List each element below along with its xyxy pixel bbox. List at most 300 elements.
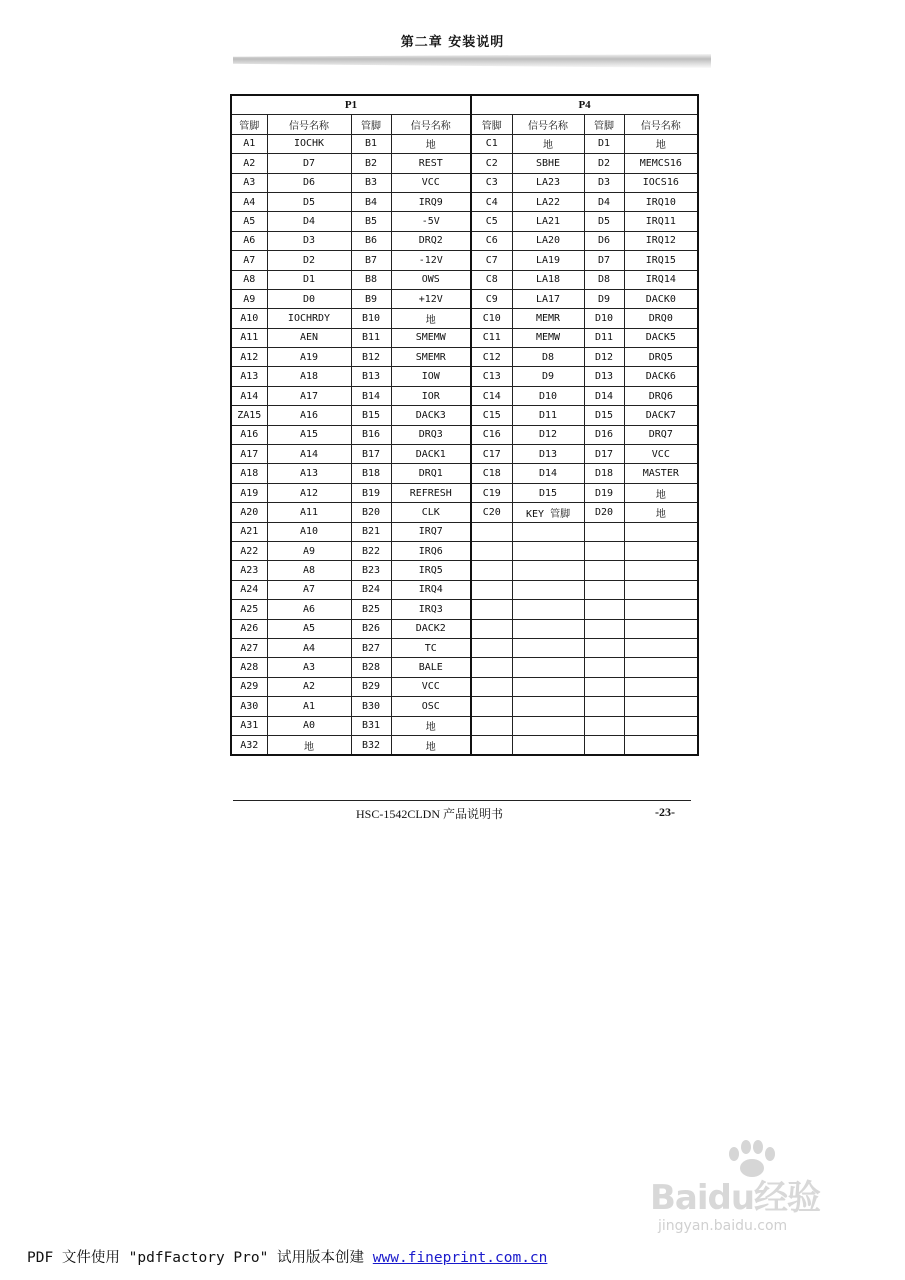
signal-cell: IRQ3 bbox=[391, 600, 471, 619]
signal-cell: A1 bbox=[267, 697, 351, 716]
pin-cell: A29 bbox=[231, 677, 267, 696]
table-row bbox=[231, 386, 698, 405]
pin-cell: C9 bbox=[471, 289, 512, 308]
pin-cell: B8 bbox=[351, 270, 391, 289]
pin-cell: B14 bbox=[351, 386, 391, 405]
table-row bbox=[231, 270, 698, 289]
pin-cell: A30 bbox=[231, 697, 267, 716]
signal-cell: A4 bbox=[267, 638, 351, 657]
pin-cell: C11 bbox=[471, 328, 512, 347]
pin-cell bbox=[584, 580, 624, 599]
pdf-banner bbox=[27, 1246, 547, 1267]
pin-cell: A5 bbox=[231, 212, 267, 231]
pin-cell: B24 bbox=[351, 580, 391, 599]
signal-cell: MEMR bbox=[512, 309, 584, 328]
signal-cell: TC bbox=[391, 638, 471, 657]
header-rule bbox=[233, 54, 711, 68]
pinout-table bbox=[230, 94, 699, 756]
table-row bbox=[231, 212, 698, 231]
table-row bbox=[231, 154, 698, 173]
pin-cell: A27 bbox=[231, 638, 267, 657]
signal-cell bbox=[624, 541, 698, 560]
table-row bbox=[231, 541, 698, 560]
column-header-signal: 信号名称 bbox=[391, 115, 471, 134]
signal-cell bbox=[624, 735, 698, 755]
signal-cell: SBHE bbox=[512, 154, 584, 173]
footer-rule bbox=[233, 800, 691, 801]
signal-cell: DRQ3 bbox=[391, 425, 471, 444]
signal-cell bbox=[512, 735, 584, 755]
signal-cell bbox=[512, 677, 584, 696]
group-header-p1: P1 bbox=[231, 95, 471, 115]
pin-cell: D15 bbox=[584, 406, 624, 425]
pin-cell: C16 bbox=[471, 425, 512, 444]
signal-cell: IOCHK bbox=[267, 134, 351, 153]
pin-cell: D10 bbox=[584, 309, 624, 328]
signal-cell bbox=[624, 522, 698, 541]
pin-cell: A13 bbox=[231, 367, 267, 386]
pin-cell: A17 bbox=[231, 445, 267, 464]
pin-cell: B17 bbox=[351, 445, 391, 464]
pin-cell: C14 bbox=[471, 386, 512, 405]
pin-cell: B26 bbox=[351, 619, 391, 638]
pin-cell: B9 bbox=[351, 289, 391, 308]
signal-cell: 地 bbox=[391, 735, 471, 755]
signal-cell bbox=[512, 658, 584, 677]
signal-cell: A12 bbox=[267, 483, 351, 502]
signal-cell: D0 bbox=[267, 289, 351, 308]
signal-cell: A18 bbox=[267, 367, 351, 386]
signal-cell: LA20 bbox=[512, 231, 584, 250]
pin-cell: C1 bbox=[471, 134, 512, 153]
signal-cell: LA21 bbox=[512, 212, 584, 231]
pdf-banner-text: PDF 文件使用 "pdfFactory Pro" 试用版本创建 bbox=[27, 1250, 373, 1266]
pin-cell bbox=[471, 600, 512, 619]
signal-cell: 地 bbox=[624, 483, 698, 502]
pin-cell: ZA15 bbox=[231, 406, 267, 425]
signal-cell: LA18 bbox=[512, 270, 584, 289]
pin-cell: C5 bbox=[471, 212, 512, 231]
pin-cell: B30 bbox=[351, 697, 391, 716]
pin-cell bbox=[584, 735, 624, 755]
column-header-pin: 管脚 bbox=[471, 115, 512, 134]
signal-cell: 地 bbox=[624, 503, 698, 522]
table-row bbox=[231, 580, 698, 599]
signal-cell: DACK6 bbox=[624, 367, 698, 386]
pin-cell: A22 bbox=[231, 541, 267, 560]
table-row bbox=[231, 638, 698, 657]
signal-cell: IRQ12 bbox=[624, 231, 698, 250]
column-header-signal: 信号名称 bbox=[267, 115, 351, 134]
signal-cell: SMEMW bbox=[391, 328, 471, 347]
signal-cell: IOR bbox=[391, 386, 471, 405]
pin-cell bbox=[584, 638, 624, 657]
signal-cell: CLK bbox=[391, 503, 471, 522]
table-row bbox=[231, 677, 698, 696]
signal-cell: A11 bbox=[267, 503, 351, 522]
signal-cell: D10 bbox=[512, 386, 584, 405]
signal-cell: D4 bbox=[267, 212, 351, 231]
signal-cell bbox=[512, 541, 584, 560]
table-row bbox=[231, 561, 698, 580]
pinout-table-container bbox=[230, 94, 699, 756]
table-row bbox=[231, 445, 698, 464]
pin-cell: D14 bbox=[584, 386, 624, 405]
pin-cell: A11 bbox=[231, 328, 267, 347]
signal-cell: 地 bbox=[391, 134, 471, 153]
table-row bbox=[231, 425, 698, 444]
signal-cell: DACK0 bbox=[624, 289, 698, 308]
pin-cell: D11 bbox=[584, 328, 624, 347]
signal-cell: IRQ15 bbox=[624, 251, 698, 270]
signal-cell: D2 bbox=[267, 251, 351, 270]
signal-cell bbox=[512, 716, 584, 735]
signal-cell bbox=[512, 580, 584, 599]
pin-cell: A31 bbox=[231, 716, 267, 735]
signal-cell bbox=[512, 638, 584, 657]
column-header-pin: 管脚 bbox=[351, 115, 391, 134]
signal-cell: DRQ5 bbox=[624, 348, 698, 367]
signal-cell: IRQ11 bbox=[624, 212, 698, 231]
pin-cell: B29 bbox=[351, 677, 391, 696]
pin-cell: A14 bbox=[231, 386, 267, 405]
signal-cell: D11 bbox=[512, 406, 584, 425]
pin-cell: B19 bbox=[351, 483, 391, 502]
pin-cell: B31 bbox=[351, 716, 391, 735]
pin-cell bbox=[471, 541, 512, 560]
signal-cell: A7 bbox=[267, 580, 351, 599]
fineprint-link[interactable]: www.fineprint.com.cn bbox=[372, 1250, 548, 1266]
pin-cell: C7 bbox=[471, 251, 512, 270]
table-row bbox=[231, 251, 698, 270]
pin-cell bbox=[584, 697, 624, 716]
signal-cell bbox=[624, 580, 698, 599]
signal-cell: A15 bbox=[267, 425, 351, 444]
group-header-p4: P4 bbox=[471, 95, 698, 115]
pin-cell: B4 bbox=[351, 192, 391, 211]
table-row bbox=[231, 503, 698, 522]
table-row bbox=[231, 348, 698, 367]
signal-cell bbox=[624, 619, 698, 638]
signal-cell bbox=[512, 522, 584, 541]
signal-cell: 地 bbox=[624, 134, 698, 153]
signal-cell bbox=[624, 677, 698, 696]
pin-cell: D18 bbox=[584, 464, 624, 483]
signal-cell: AEN bbox=[267, 328, 351, 347]
pin-cell: A20 bbox=[231, 503, 267, 522]
signal-cell: 地 bbox=[267, 735, 351, 755]
column-header-signal: 信号名称 bbox=[512, 115, 584, 134]
pin-cell: D9 bbox=[584, 289, 624, 308]
signal-cell: 地 bbox=[512, 134, 584, 153]
pin-cell bbox=[584, 658, 624, 677]
signal-cell: LA23 bbox=[512, 173, 584, 192]
pin-cell bbox=[584, 561, 624, 580]
pin-cell: C13 bbox=[471, 367, 512, 386]
signal-cell: A0 bbox=[267, 716, 351, 735]
pin-cell: A21 bbox=[231, 522, 267, 541]
page-number: -23- bbox=[655, 805, 675, 819]
signal-cell: D1 bbox=[267, 270, 351, 289]
pin-cell: B18 bbox=[351, 464, 391, 483]
pin-cell: B21 bbox=[351, 522, 391, 541]
signal-cell: IOW bbox=[391, 367, 471, 386]
pin-cell: A25 bbox=[231, 600, 267, 619]
pin-cell bbox=[471, 561, 512, 580]
signal-cell: A6 bbox=[267, 600, 351, 619]
signal-cell: LA22 bbox=[512, 192, 584, 211]
signal-cell: A13 bbox=[267, 464, 351, 483]
pin-cell: B25 bbox=[351, 600, 391, 619]
signal-cell: IRQ5 bbox=[391, 561, 471, 580]
signal-cell: -12V bbox=[391, 251, 471, 270]
pin-cell: A23 bbox=[231, 561, 267, 580]
signal-cell: A5 bbox=[267, 619, 351, 638]
pin-cell: A19 bbox=[231, 483, 267, 502]
pin-cell bbox=[584, 522, 624, 541]
signal-cell: DACK3 bbox=[391, 406, 471, 425]
pin-cell: C6 bbox=[471, 231, 512, 250]
watermark-url: jingyan.baidu.com bbox=[658, 1218, 788, 1234]
signal-cell bbox=[512, 600, 584, 619]
signal-cell: MASTER bbox=[624, 464, 698, 483]
pin-cell bbox=[584, 716, 624, 735]
signal-cell: DRQ1 bbox=[391, 464, 471, 483]
pin-cell: A6 bbox=[231, 231, 267, 250]
signal-cell: LA17 bbox=[512, 289, 584, 308]
pin-cell: C17 bbox=[471, 445, 512, 464]
table-row bbox=[231, 697, 698, 716]
pin-cell: C4 bbox=[471, 192, 512, 211]
signal-cell bbox=[512, 561, 584, 580]
pin-cell bbox=[584, 619, 624, 638]
signal-cell: IRQ14 bbox=[624, 270, 698, 289]
pin-cell: A9 bbox=[231, 289, 267, 308]
table-row bbox=[231, 367, 698, 386]
signal-cell: D3 bbox=[267, 231, 351, 250]
table-row bbox=[231, 522, 698, 541]
pin-cell: C20 bbox=[471, 503, 512, 522]
pin-cell: A28 bbox=[231, 658, 267, 677]
signal-cell: A14 bbox=[267, 445, 351, 464]
pin-cell: C19 bbox=[471, 483, 512, 502]
signal-cell: IRQ10 bbox=[624, 192, 698, 211]
signal-cell: DRQ6 bbox=[624, 386, 698, 405]
pin-cell: B5 bbox=[351, 212, 391, 231]
table-row bbox=[231, 483, 698, 502]
signal-cell: OSC bbox=[391, 697, 471, 716]
table-row bbox=[231, 464, 698, 483]
signal-cell: OWS bbox=[391, 270, 471, 289]
signal-cell bbox=[624, 658, 698, 677]
table-row bbox=[231, 600, 698, 619]
signal-cell: D14 bbox=[512, 464, 584, 483]
pin-cell: B15 bbox=[351, 406, 391, 425]
pin-cell bbox=[471, 677, 512, 696]
pin-cell: B12 bbox=[351, 348, 391, 367]
pin-cell: B27 bbox=[351, 638, 391, 657]
pin-cell: C8 bbox=[471, 270, 512, 289]
table-row bbox=[231, 716, 698, 735]
table-row bbox=[231, 173, 698, 192]
signal-cell: DRQ0 bbox=[624, 309, 698, 328]
signal-cell: A9 bbox=[267, 541, 351, 560]
pin-cell: B23 bbox=[351, 561, 391, 580]
table-row bbox=[231, 192, 698, 211]
signal-cell: A16 bbox=[267, 406, 351, 425]
pin-cell: B22 bbox=[351, 541, 391, 560]
column-header-signal: 信号名称 bbox=[624, 115, 698, 134]
chapter-title: 第二章 安装说明 bbox=[400, 35, 505, 50]
pin-cell bbox=[584, 677, 624, 696]
signal-cell bbox=[624, 638, 698, 657]
pin-cell bbox=[471, 580, 512, 599]
signal-cell: IRQ9 bbox=[391, 192, 471, 211]
pin-cell bbox=[471, 638, 512, 657]
pin-cell: A8 bbox=[231, 270, 267, 289]
pin-cell: A12 bbox=[231, 348, 267, 367]
pin-cell: C10 bbox=[471, 309, 512, 328]
pin-cell: C15 bbox=[471, 406, 512, 425]
signal-cell: A2 bbox=[267, 677, 351, 696]
pin-cell: A1 bbox=[231, 134, 267, 153]
pin-cell: C18 bbox=[471, 464, 512, 483]
signal-cell: REFRESH bbox=[391, 483, 471, 502]
pin-cell: B2 bbox=[351, 154, 391, 173]
pin-cell: D6 bbox=[584, 231, 624, 250]
pin-cell: A32 bbox=[231, 735, 267, 755]
signal-cell: -5V bbox=[391, 212, 471, 231]
table-row bbox=[231, 231, 698, 250]
table-row bbox=[231, 406, 698, 425]
signal-cell: LA19 bbox=[512, 251, 584, 270]
signal-cell: D9 bbox=[512, 367, 584, 386]
pin-cell: B10 bbox=[351, 309, 391, 328]
signal-cell: IRQ4 bbox=[391, 580, 471, 599]
signal-cell: MEMCS16 bbox=[624, 154, 698, 173]
signal-cell: D8 bbox=[512, 348, 584, 367]
table-row bbox=[231, 289, 698, 308]
signal-cell: DRQ7 bbox=[624, 425, 698, 444]
pin-cell: B1 bbox=[351, 134, 391, 153]
signal-cell: IOCS16 bbox=[624, 173, 698, 192]
pin-cell: A7 bbox=[231, 251, 267, 270]
pin-cell: B13 bbox=[351, 367, 391, 386]
pin-cell: A26 bbox=[231, 619, 267, 638]
signal-cell: D6 bbox=[267, 173, 351, 192]
signal-cell: DACK1 bbox=[391, 445, 471, 464]
pin-cell: B16 bbox=[351, 425, 391, 444]
pin-cell: D8 bbox=[584, 270, 624, 289]
pin-cell: D16 bbox=[584, 425, 624, 444]
pin-cell: D5 bbox=[584, 212, 624, 231]
signal-cell: 地 bbox=[391, 716, 471, 735]
pin-cell: B11 bbox=[351, 328, 391, 347]
signal-cell bbox=[624, 716, 698, 735]
pin-cell: A4 bbox=[231, 192, 267, 211]
pin-cell: D17 bbox=[584, 445, 624, 464]
signal-cell: VCC bbox=[391, 173, 471, 192]
pin-cell: A18 bbox=[231, 464, 267, 483]
signal-cell: A17 bbox=[267, 386, 351, 405]
signal-cell: IRQ7 bbox=[391, 522, 471, 541]
signal-cell: IRQ6 bbox=[391, 541, 471, 560]
signal-cell: +12V bbox=[391, 289, 471, 308]
signal-cell bbox=[624, 697, 698, 716]
signal-cell: A10 bbox=[267, 522, 351, 541]
signal-cell: BALE bbox=[391, 658, 471, 677]
table-row bbox=[231, 619, 698, 638]
manual-title: HSC-1542CLDN 产品说明书 bbox=[356, 807, 504, 821]
pin-cell bbox=[584, 600, 624, 619]
pin-cell bbox=[471, 619, 512, 638]
pin-cell: B28 bbox=[351, 658, 391, 677]
table-row bbox=[231, 134, 698, 153]
pin-cell bbox=[471, 716, 512, 735]
table-row bbox=[231, 328, 698, 347]
pin-cell: A16 bbox=[231, 425, 267, 444]
pin-cell: D19 bbox=[584, 483, 624, 502]
signal-cell bbox=[624, 561, 698, 580]
signal-cell: A3 bbox=[267, 658, 351, 677]
signal-cell: KEY 管脚 bbox=[512, 503, 584, 522]
baidu-watermark bbox=[640, 1140, 850, 1240]
signal-cell bbox=[512, 697, 584, 716]
signal-cell: VCC bbox=[391, 677, 471, 696]
signal-cell: D7 bbox=[267, 154, 351, 173]
signal-cell: MEMW bbox=[512, 328, 584, 347]
signal-cell: REST bbox=[391, 154, 471, 173]
signal-cell: 地 bbox=[391, 309, 471, 328]
signal-cell: DRQ2 bbox=[391, 231, 471, 250]
signal-cell: D12 bbox=[512, 425, 584, 444]
pin-cell: D20 bbox=[584, 503, 624, 522]
pin-cell bbox=[471, 658, 512, 677]
signal-cell: D5 bbox=[267, 192, 351, 211]
pin-cell bbox=[471, 697, 512, 716]
pin-cell: C3 bbox=[471, 173, 512, 192]
pin-cell: D1 bbox=[584, 134, 624, 153]
pin-cell: B6 bbox=[351, 231, 391, 250]
table-row bbox=[231, 658, 698, 677]
pin-cell: D12 bbox=[584, 348, 624, 367]
pin-cell: D2 bbox=[584, 154, 624, 173]
signal-cell: A19 bbox=[267, 348, 351, 367]
pin-cell: B20 bbox=[351, 503, 391, 522]
signal-cell: D13 bbox=[512, 445, 584, 464]
pin-cell: A10 bbox=[231, 309, 267, 328]
signal-cell: DACK5 bbox=[624, 328, 698, 347]
pin-cell bbox=[471, 735, 512, 755]
pin-cell: D13 bbox=[584, 367, 624, 386]
signal-cell: SMEMR bbox=[391, 348, 471, 367]
pin-cell bbox=[471, 522, 512, 541]
pin-cell: A24 bbox=[231, 580, 267, 599]
column-header-pin: 管脚 bbox=[231, 115, 267, 134]
signal-cell bbox=[624, 600, 698, 619]
signal-cell: DACK7 bbox=[624, 406, 698, 425]
signal-cell: D15 bbox=[512, 483, 584, 502]
signal-cell: A8 bbox=[267, 561, 351, 580]
signal-cell: VCC bbox=[624, 445, 698, 464]
signal-cell: DACK2 bbox=[391, 619, 471, 638]
signal-cell: IOCHRDY bbox=[267, 309, 351, 328]
watermark-brand: Baidu经验 bbox=[650, 1178, 821, 1218]
pin-cell: A2 bbox=[231, 154, 267, 173]
pin-cell: C12 bbox=[471, 348, 512, 367]
pin-cell bbox=[584, 541, 624, 560]
pin-cell: C2 bbox=[471, 154, 512, 173]
